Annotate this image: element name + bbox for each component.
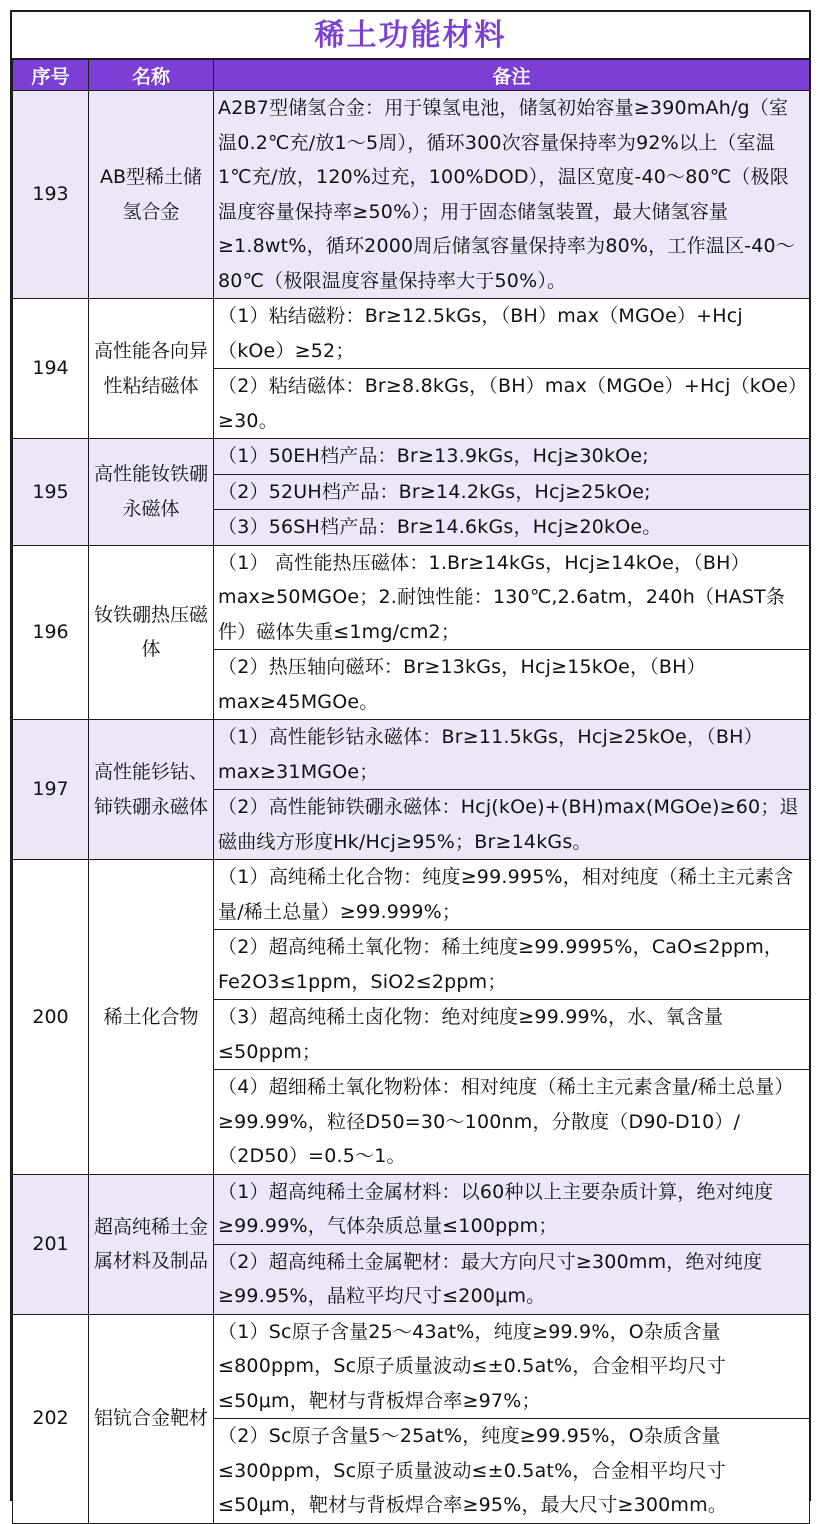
page-title: 稀土功能材料 xyxy=(12,12,809,60)
table-row xyxy=(13,545,810,650)
table-row xyxy=(13,1314,810,1419)
material-note: （1）Sc原子含量25～43at%，纯度≥99.9%，O杂质含量≤800ppm，Sc原子质量波动≤±0.5at%，合金相平均尺寸≤50μm，靶材与背板焊合率≥97%； xyxy=(214,1314,810,1419)
table-row xyxy=(13,860,810,930)
material-name: 高性能钕铁硼永磁体 xyxy=(89,439,214,546)
row-number: 194 xyxy=(13,299,89,439)
material-note: （2）超高纯稀土氧化物：稀土纯度≥99.9995%，CaO≤2ppm，Fe2O3≤1ppm，SiO2≤2ppm； xyxy=(214,930,810,1000)
material-note: （1）高性能钐钴永磁体：Br≥11.5kGs，Hcj≥25kOe，（BH）max≥31MGOe； xyxy=(214,720,810,790)
table-row xyxy=(13,720,810,790)
material-note: （1）超高纯稀土金属材料：以60种以上主要杂质计算，绝对纯度≥99.99%，气体杂质总量≤100ppm； xyxy=(214,1174,810,1244)
material-note: （1） 高性能热压磁体：1.Br≥14kGs，Hcj≥14kOe，（BH）max≥50MGOe；2.耐蚀性能：130℃,2.6atm，240h（HAST条件）磁体失重≤1mg/cm2； xyxy=(214,545,810,650)
material-name: 超高纯稀土金属材料及制品 xyxy=(89,1174,214,1314)
row-number: 196 xyxy=(13,545,89,720)
row-number: 202 xyxy=(13,1314,89,1523)
material-note: （1）高纯稀土化合物：纯度≥99.995%，相对纯度（稀土主元素含量/稀土总量）≥99.999%； xyxy=(214,860,810,930)
materials-table-frame xyxy=(10,10,811,1516)
table-header-row xyxy=(13,60,810,91)
header-name: 名称 xyxy=(89,60,214,91)
table-body xyxy=(13,91,810,1524)
material-name: AB型稀土储氢合金 xyxy=(89,91,214,299)
material-note: （2）52UH档产品：Br≥14.2kGs，Hcj≥25kOe; xyxy=(214,474,810,510)
material-note: （2）粘结磁体：Br≥8.8kGs，（BH）max（MGOe）+Hcj（kOe）≥30。 xyxy=(214,369,810,439)
material-note: （2）高性能铈铁硼永磁体：Hcj(kOe)+(BH)max(MGOe)≥60；退磁曲线方形度Hk/Hcj≥95%；Br≥14kGs。 xyxy=(214,790,810,860)
material-note: （2）Sc原子含量5～25at%，纯度≥99.95%，O杂质含量≤300ppm，Sc原子质量波动≤±0.5at%，合金相平均尺寸≤50μm，靶材与背板焊合率≥95%，最大尺寸≥300mm。 xyxy=(214,1419,810,1524)
table-row xyxy=(13,91,810,299)
row-number: 195 xyxy=(13,439,89,546)
material-note: （1）粘结磁粉：Br≥12.5kGs，（BH）max（MGOe）+Hcj（kOe）≥52； xyxy=(214,299,810,369)
material-name: 高性能各向异性粘结磁体 xyxy=(89,299,214,439)
material-name: 稀土化合物 xyxy=(89,860,214,1175)
material-name: 高性能钐钴、铈铁硼永磁体 xyxy=(89,720,214,860)
table-row xyxy=(13,1174,810,1244)
material-note: （3）超高纯稀土卤化物：绝对纯度≥99.99%，水、氧含量≤50ppm； xyxy=(214,1000,810,1070)
material-name: 钕铁硼热压磁体 xyxy=(89,545,214,720)
material-note: （3）56SH档产品：Br≥14.6kGs，Hcj≥20kOe。 xyxy=(214,510,810,546)
material-note: （4）超细稀土氧化物粉体：相对纯度（稀土主元素含量/稀土总量）≥99.99%，粒径D50=30～100nm，分散度（D90-D10）/（2D50）=0.5～1。 xyxy=(214,1070,810,1175)
material-note: A2B7型储氢合金：用于镍氢电池，储氢初始容量≥390mAh/g（室温0.2℃充/放1～5周），循环300次容量保持率为92%以上（室温1℃充/放，120%过充，100%DOD），温区宽度-40～80℃（极限温度容量保持率≥50%）；用于固态储氢装置，最大储氢容量≥1.8wt%，循环2000周后储氢容量保持率为80%，工作温区-40～80℃（极限温度容量保持率大于50%）。 xyxy=(214,91,810,299)
material-note: （2）热压轴向磁环：Br≥13kGs，Hcj≥15kOe，（BH）max≥45MGOe。 xyxy=(214,650,810,720)
row-number: 197 xyxy=(13,720,89,860)
row-number: 201 xyxy=(13,1174,89,1314)
material-note: （1）50EH档产品：Br≥13.9kGs，Hcj≥30kOe; xyxy=(214,439,810,475)
header-num: 序号 xyxy=(13,60,89,91)
header-note: 备注 xyxy=(214,60,810,91)
row-number: 193 xyxy=(13,91,89,299)
materials-table xyxy=(12,60,810,1524)
material-note: （2）超高纯稀土金属靶材：最大方向尺寸≥300mm，绝对纯度≥99.95%，晶粒平均尺寸≤200μm。 xyxy=(214,1244,810,1314)
row-number: 200 xyxy=(13,860,89,1175)
table-row xyxy=(13,299,810,369)
material-name: 铝钪合金靶材 xyxy=(89,1314,214,1523)
table-row xyxy=(13,439,810,475)
